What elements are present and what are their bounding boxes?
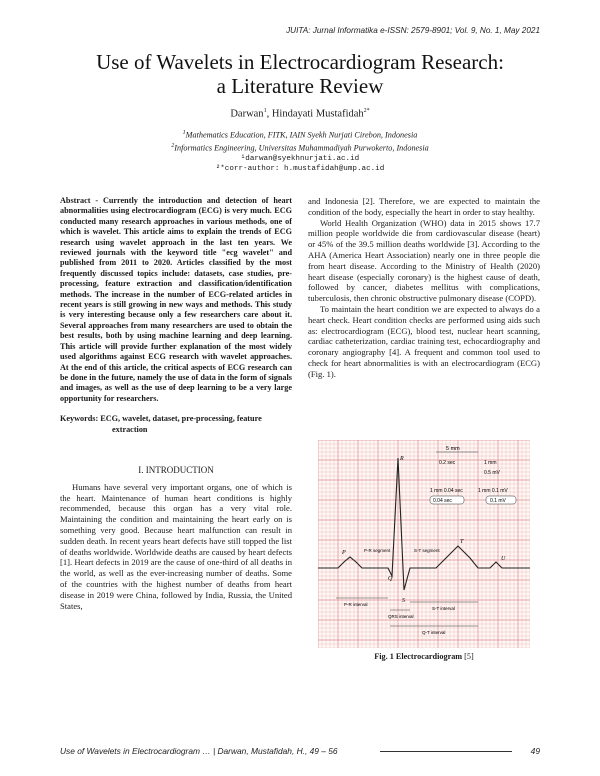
figure-caption	[308, 652, 540, 661]
intro-paragraph-1: Humans have several very important organs, one of which is the heart. Maintenance of human heart conditions is highly recommended, because this organ has a very vital role. Maintaining the condition and maintaining the heart early on is something very good. Because heart malfunction can result in sudden death. In recent years heart defects have still topped the list of deaths worldwide. Worldwide deaths are caused by heart defects [1]. Heart defects in 2019 are the cause of one-third of all deaths in the world, as well as the ever-increasing number of deaths. Some of the countries with the highest number of deaths from heart disease in 2019 were China, followed by India, Russia, the United States,	[60, 481, 292, 611]
label-qt-interval: Q-T interval	[422, 630, 446, 635]
caption-ref: [5]	[462, 652, 474, 661]
right-column	[308, 196, 540, 380]
author-list	[60, 108, 540, 120]
right-paragraph-2: World Health Organization (WHO) data in 2015 shows 17.7 million people worldwide die from cardiovascular disease (heart) or 45% of the 39.5 million deaths worldwide [3]. According to the AHA (America Heart Association) nearly one in three people die from heart disease. According to the Ministry of Health (2020) heart disease (especially coronary) is the highest cause of death, followed by cancer, diabetes mellitus with complications, tuberculosis, then chronic obstructive pulmonary disease (COPD).	[308, 217, 540, 304]
wave-Q: Q	[388, 576, 393, 582]
label-004-sec: 1 mm 0.04 sec	[430, 488, 463, 494]
label-05-mv: 0.5 mV	[484, 470, 500, 476]
paper-title	[60, 50, 540, 98]
left-column	[60, 196, 292, 611]
affiliation-2	[60, 141, 540, 154]
affiliations	[60, 128, 540, 153]
right-paragraph-1: and Indonesia [2]. Therefore, we are expected to maintain the condition of the body, especially the heart in order to stay healthy.	[308, 196, 540, 217]
affiliation-2-text: Informatics Engineering, Universitas Muhammadiyah Purwokerto, Indonesia	[174, 143, 429, 153]
affiliation-1-text: Mathematics Education, FITK, IAIN Syekh Nurjati Cirebon, Indonesia	[185, 130, 418, 140]
right-paragraph-3: To maintain the heart condition we are expected to always do a heart check. Heart condition checks are performed using aids such as: electrocardiogram (ECG), blood test, nuclear heart scanning, cardiac catheterization, cardiac training test, echocardiography and coronary angiography [4]. A frequent and common tool used to check for heart abnormalities is with an electrocardiogram (ECG) (Fig. 1).	[308, 303, 540, 379]
title-line-1: Use of Wavelets in Electrocardiogram Research:	[96, 50, 504, 74]
label-qrs-interval: QRS interval	[388, 614, 414, 619]
wave-U: U	[501, 556, 506, 562]
page-number: 49	[530, 746, 540, 756]
page-footer	[60, 746, 540, 756]
affiliation-1-sup: 1	[182, 130, 186, 136]
author-1: Darwan	[230, 108, 264, 120]
label-pr-interval: P-R interval	[344, 602, 368, 607]
abstract: Abstract - Currently the introduction and detection of heart abnormalities using electrocardiogram (ECG) is very much. ECG conducted many research approaches in various methods, one of which is wavelet. This article aims to explain the trends of ECG research using wavelet approach in the last ten years. We reviewed journals with the keyword title "ecg wavelet" and published from 2011 to 2020. Articles classified by the most frequently discussed topics include: datasets, case studies, pre-processing, feature extraction and classification/identification methods. The increase in the number of ECG-related articles in recent years is still growing in new ways and methods. This study is very interesting because only a few researchers care about it. Several approaches from many researchers are used to obtain the best results, both by using machine learning and deep learning. This article will provide further explanation of the most widely used algorithms against ECG research with wavelet approaches. At the end of this article, the critical aspects of ECG research can be done in the future, namely the use of data in the form of signals and images, as well as the use of deep learning to be a very large opportunity for researchers.	[60, 196, 292, 403]
emails	[60, 154, 540, 174]
wave-S: S	[402, 598, 405, 604]
footer-citation: Use of Wavelets in Electrocardiogram … | Darwan, Mustafidah, H., 49 – 56	[60, 746, 338, 756]
label-five-mm: 5 mm	[446, 446, 460, 452]
label-st-interval: S-T interval	[432, 606, 455, 611]
keywords	[60, 414, 292, 435]
wave-P: P	[342, 550, 346, 556]
title-line-2: a Literature Review	[216, 74, 384, 98]
author-2: , Hindayati Mustafidah	[266, 108, 364, 120]
email-2[interactable]: ²*corr-author: h.mustafidah@ump.ac.id	[215, 165, 385, 173]
author-1-sup: 1	[263, 108, 267, 114]
keywords-continuation: extraction	[112, 424, 148, 434]
affiliation-1	[60, 128, 540, 141]
ecg-diagram	[318, 440, 530, 648]
ecg-figure	[318, 440, 530, 648]
label-1-mm: 1 mm	[484, 460, 497, 466]
wave-R: R	[400, 456, 404, 462]
wave-T: T	[460, 539, 464, 545]
label-02-sec: 0.2 sec	[439, 460, 456, 466]
label-st-segment: S-T segment	[414, 548, 440, 553]
section-heading-introduction: I. INTRODUCTION	[138, 464, 214, 475]
box-004-sec: 0.04 sec	[433, 498, 452, 504]
box-01-mv: 0.1 mV	[490, 498, 506, 504]
affiliation-2-sup: 2	[171, 142, 175, 149]
keywords-line: Keywords: ECG, wavelet, dataset, pre-processing, feature	[60, 414, 262, 424]
label-1mm-01mv: 1 mm 0.1 mV	[478, 488, 508, 494]
label-pr-segment: P-R segment	[364, 548, 391, 553]
caption-label: Fig. 1 Electrocardiogram	[374, 652, 463, 661]
author-2-sup: 2*	[363, 108, 370, 114]
running-head: JUITA: Jurnal Informatika e-ISSN: 2579-8901; Vol. 9, No. 1, May 2021	[286, 26, 540, 35]
footer-rule	[380, 751, 512, 752]
email-1[interactable]: ¹darwan@syekhnurjati.ac.id	[240, 155, 360, 163]
